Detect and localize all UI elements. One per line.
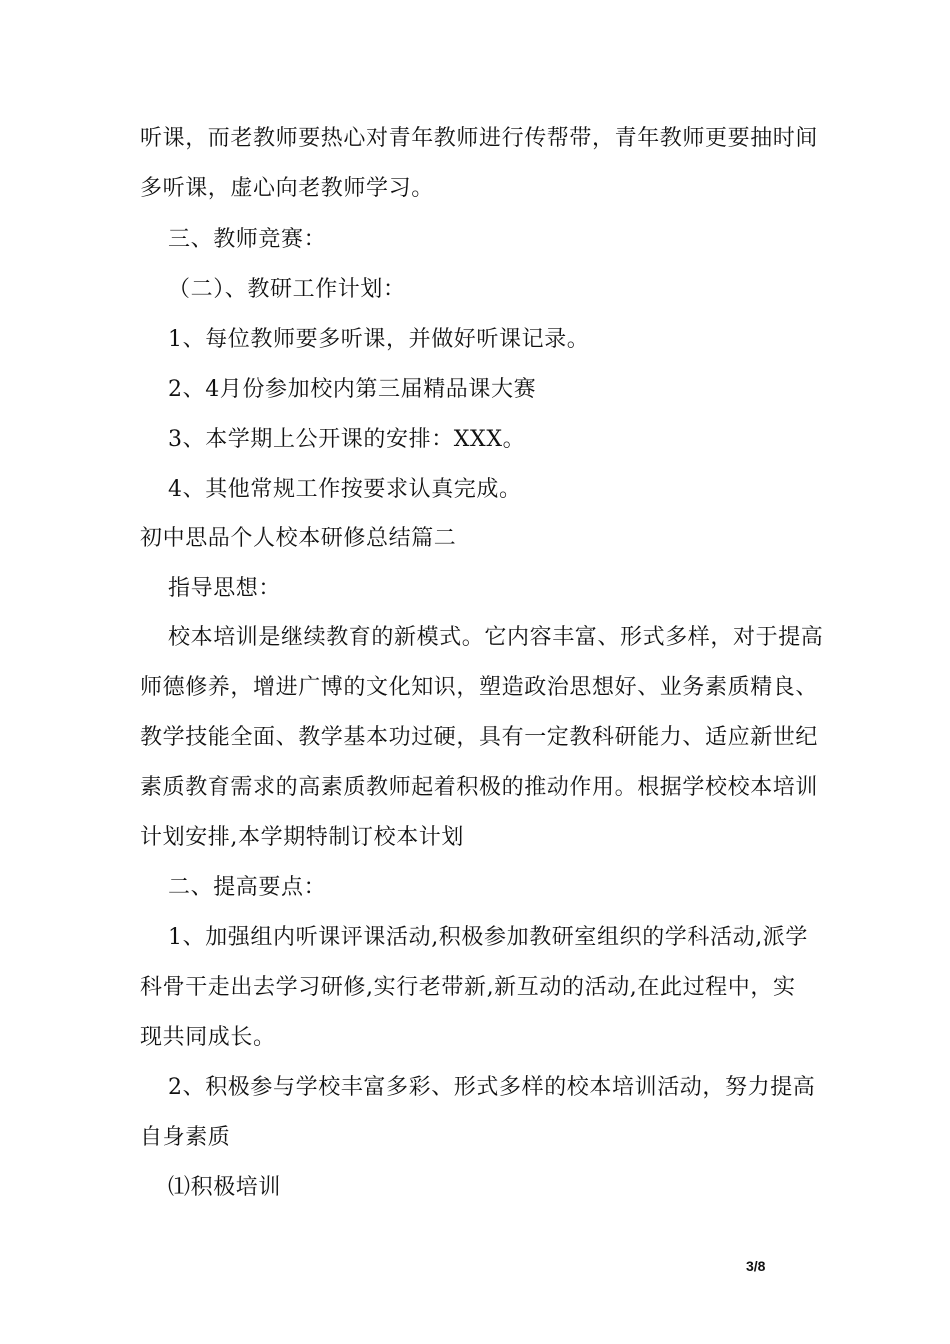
- section-heading: 二、提高要点：: [168, 875, 327, 900]
- text-line: 教学技能全面、教学基本功过硬，具有一定教科研能力、适应新世纪: [140, 725, 819, 750]
- list-item: 1、每位教师要多听课，并做好听课记录。: [168, 327, 590, 352]
- list-item: 1、加强组内听课评课活动,积极参加教研室组织的学科活动,派学: [168, 925, 808, 950]
- list-item: 3、本学期上公开课的安排：XXX。: [168, 427, 526, 452]
- text-line: 计划安排,本学期特制订校本计划: [140, 825, 464, 850]
- article-title: 初中思品个人校本研修总结篇二: [140, 526, 457, 551]
- text-line: 自身素质: [140, 1125, 231, 1150]
- section-heading: 指导思想：: [168, 576, 282, 601]
- text-line: 素质教育需求的高素质教师起着积极的推动作用。根据学校校本培训: [140, 775, 819, 800]
- list-item: 2、4月份参加校内第三届精品课大赛: [168, 377, 537, 402]
- list-item: ⑴积极培训: [168, 1175, 282, 1200]
- text-line: 科骨干走出去学习研修,实行老带新,新互动的活动,在此过程中，实: [140, 975, 796, 1000]
- text-line: 师德修养，增进广博的文化知识，塑造政治思想好、业务素质精良、: [140, 675, 819, 700]
- list-item: 4、其他常规工作按要求认真完成。: [168, 477, 522, 502]
- text-line: 多听课，虚心向老教师学习。: [140, 176, 434, 201]
- text-line: 听课，而老教师要热心对青年教师进行传帮带，青年教师更要抽时间: [140, 126, 819, 151]
- text-line: 校本培训是继续教育的新模式。它内容丰富、形式多样，对于提高: [168, 625, 824, 650]
- list-item: 2、积极参与学校丰富多彩、形式多样的校本培训活动，努力提高: [168, 1075, 816, 1100]
- text-line: 现共同成长。: [140, 1025, 276, 1050]
- page-number: 3/8: [746, 1258, 766, 1274]
- section-heading: 三、教师竞赛：: [168, 227, 327, 252]
- section-heading: （二）、教研工作计划：: [168, 277, 406, 302]
